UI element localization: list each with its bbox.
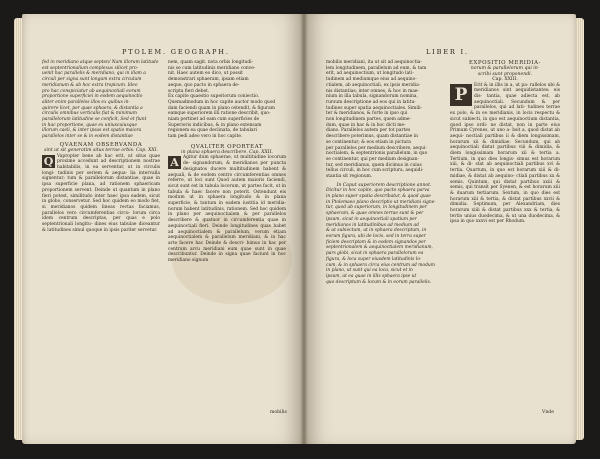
- text-line: fed in meridiano atque septen/ Nam illorum latitudo: [42, 60, 159, 65]
- section-heading-3b: norum & parallelorum qui in-: [470, 66, 540, 72]
- text-line: tudines super spatia aequinoctiales. Simili-: [326, 105, 423, 111]
- running-head-right: LIBER I.: [426, 48, 469, 56]
- text-line: demonstrari sphaeram, ipsam etiam: [168, 77, 249, 83]
- annotation-caption: In Caput superiorem descriptione annot.: [336, 182, 432, 188]
- drop-cap-p-icon: P: [450, 84, 472, 106]
- left-col1-body: Vapropter bene ab hac erit, ut situs quae proxime accedunt ad descriptionem nostrae habitabilis, in ea serventur, ut in circulis longi- tudinis per seriem & aequa- lia intervalla signentur; tum & parallelorum distantiae, quae in ipsa superficie plana, ad rationem sphaericam proportionem servent. Deinde ut quantum in plano fieri potest, similitudo inter haec ipsa eadem, sicut in globo, conservetur. Sed hoc quidem eo modo fiet, si meridianos quidem lineas rectas faciamus, parallelos vero circumferentias circu- lorum circa idem centrum descriptas, per quas e polo septentrionali longitu- dines eius tabulae diceantur & latitudines simul quoque in ipsis pariter servetur.: [42, 153, 160, 233]
- left-col2-body: Agitur dum sphaerae, ut multitudine locorum de- signandorum, & meridianos per puncta designatos ducere multitudinem habent & aequali, & de eodem centro circumferentias omnes referre, ut loci sunt Quod autem maioris faciendi, sicut sunt est in tabula locorum, ut partes facit, ut in tabula & haec facere non poterit. Ostendunt eis modum ut in sphaera longitudo & in plana superficie, & tantum in eadem iustitia id meridia- norum habent latitudinis, rationem. Sed hoc quidem in plano per aequinoctialem & per parallelos describere & quatuor in circumferentia quae in aequinoctiali fieri. Deinde longitudines quas habet ad aequinoctialem & parallelum, verum etiam aequinoctialem & parallelum meridiani, & in hac arte facere hac Deinde & descri- bimus in hac per centrum arcu meridiani eum quae sunt in quae describuntur. Deinde in signa quae faciunt in hoc meridiano signum: [168, 155, 286, 264]
- drop-cap-a-icon: A: [168, 156, 181, 169]
- left-page: [22, 14, 304, 444]
- catchword-right: Vnde: [542, 410, 554, 415]
- left-col2: [168, 60, 286, 264]
- right-col2-body: Erit & in illis in a, ut pa- rallelos ubi & meridianos sint aequidistantes: eis dis- tantia, quae adiecta est, ab aequinoctiali. Secundum & per parallelos, qui ad lati- tudines terrae ex polo, & in eo meridianis, in locis respectu & sicut subiecti, in quo est aequinoctium distantia, quod ipso ordi- ne distat, non in parte eius Primum Cyrenes, ut uno a- bsit a, quod distat ab aequi- noctiali partibus ii & diem longissimam, horarum xii & dimidiae. Secundum, qui ab aequinoctiali distat partibus viii & dimidia, & diem longissimam horarum xii & tertia a. Tertium, in quo dies longis- simus est horarum xiii, & di- stat ab aequinoctiali partibus xvi & tertia. Quartum, in quo est horarum xiii & di- midiae, & distat ab aequino- ctiali partibus xx & semis. Quintum, qui distat partibus xxiii & semis, qui transit per Syenen, & est horarum xiii & duarum tertiarum. Sextum, in quo dies est horarum xiii & tertia, & distat partibus xxvii & dimidia. Septimum, per Alexandriam, dies horarum xiiii & distat partibus xxx & tertia, & tertio unius duodecima, & ut una duodecima, & ipsa in quo xxxvi est per Rhodum.: [450, 82, 560, 225]
- section-subheading-2: in plana sphaera describere. Cap. XXII.: [181, 150, 273, 156]
- text-line: ctialem, ab aequinoctiali, ex ipsis meridia-: [326, 82, 421, 88]
- text-line: nit. Haec autem eo dico, ut possit: [168, 71, 243, 77]
- left-col1-intro: [42, 60, 160, 140]
- text-line: uenit hac parallelis & meridiano, qui in illam a: [42, 71, 146, 77]
- text-line: pro hac conspiciatur ab aequinoctiali eorum: [42, 88, 141, 94]
- text-line: proportione superficiei in eodem aequinoctio: [42, 94, 143, 100]
- open-book: [14, 14, 586, 444]
- text-line: illorum caeli, & inter ipsas est spatio maiora: [42, 128, 142, 134]
- text-line: sphaeram, & quae omnes terrae sunt & per: [326, 211, 424, 217]
- section-heading-3c: scribi sunt proponendi.: [477, 71, 533, 77]
- text-line: circuli per signa sunt longum extra circulum: [42, 77, 142, 83]
- drop-cap-q-icon: Q: [43, 154, 54, 168]
- text-line: cum, & in sphaera circa eius centrum ad modum: [326, 262, 435, 268]
- text-line: meridianum & ab hoc extra tropicum. Ideo: [42, 82, 138, 88]
- text-line: tam pedi adeo vero in hoc capite.: [168, 134, 243, 140]
- text-line: meridianos in latitudinibus ad medium ad: [326, 222, 419, 228]
- right-col1: [326, 60, 442, 285]
- text-line: pars globi, sicut in sphaera parallelorum ea: [326, 251, 424, 257]
- text-line: quirere licet, per quae sphaera, & distantia a: [42, 105, 143, 111]
- text-line: nem, quam sagit. nota orbis longitudi-: [168, 60, 254, 65]
- text-line: in hac proportione, quae ex uniuscuiusque: [42, 122, 137, 128]
- text-line: erit, ad aequinoctium, ut longitudo lati-: [326, 71, 414, 77]
- text-line: describere poterimus, quam distantiae in: [326, 134, 418, 140]
- text-line: figura, & loca super eiusdem latitudinis lo-: [326, 256, 422, 262]
- right-col2: [450, 60, 560, 225]
- text-line: & ut subiectum, ut in sphaera descriptum, in: [326, 228, 427, 234]
- text-line: stantia sit regionum.: [326, 174, 373, 180]
- text-line: in Ptolemaeo plano descriptio ut meridiani signe-: [326, 199, 436, 205]
- text-line: diano. Parallelos autem per tot partes: [326, 128, 411, 134]
- page-block-edge-left: [14, 18, 22, 440]
- text-line: est septentrionalium complexus silicet pro-: [42, 65, 139, 71]
- text-line: ipsum, ut ea quae in illis sphaera ipse ut: [326, 273, 417, 279]
- text-line: eorum figura, ubi de locis, sed in terra super: [326, 233, 426, 239]
- text-line: parallelos inter se & in eodem distantiae: [42, 134, 133, 140]
- text-line: rursum descriptione ad eos qui in latitu-: [326, 99, 416, 105]
- text-line: Ex capite quaestio superiorum coniectio.: [168, 94, 260, 100]
- text-line: Dicitur in hoc capite, quo pacto sphaera parva: [326, 188, 430, 194]
- text-line: septentrionalem & aequinoctialem meridianum,: [326, 245, 433, 251]
- text-line: quo descriptum & locum & in eorum parallelis.: [326, 279, 432, 285]
- right-page: [304, 14, 576, 444]
- text-line: ter & meridianos, & forte in ipso qui: [326, 111, 408, 117]
- text-line: nium in illa tabula, signandorum nomina,: [326, 94, 418, 100]
- text-line: tudinem ad mediumque eius ad aequino-: [326, 77, 417, 83]
- text-line: in plano super spatia describatur, & quod quae: [326, 194, 431, 200]
- text-line: non longitudinem partes, quem adme-: [326, 117, 411, 123]
- text-line: dam faciendi quam in plano ostendit, & figuram: [168, 105, 275, 111]
- text-line: scripta fieri debet.: [168, 88, 210, 94]
- text-line: nis distantias; inter omnes, & hoc in mae-: [326, 88, 419, 94]
- text-line: mobilis meridiani, ita ut sit ad aequinoctia-: [326, 60, 422, 65]
- text-line: aeque, quo pacto in sphaera de-: [168, 82, 240, 88]
- text-line: se continentur, qui per medium designan-: [326, 156, 419, 162]
- text-line: noctialem, & septentrionis parallelum, in quo: [326, 151, 428, 157]
- catchword-left: mobilis: [270, 410, 287, 415]
- right-col1-annotation: [326, 188, 442, 285]
- text-line: lem longitudinem, parallelum ad eum, & tam: [326, 65, 427, 71]
- text-line: ipsum, sicut in aequinoctiali spatium per: [326, 216, 417, 222]
- text-line: tur, quod ab superiorum, in longitudinem per: [326, 205, 427, 211]
- section-heading: QVAENAM OBSERVANDA: [59, 142, 143, 148]
- left-col2-lines: [168, 60, 286, 140]
- text-line: Quemadmodum in hoc capite auctor modo quod: [168, 99, 276, 105]
- left-col1-section: [42, 142, 160, 233]
- text-line: Superioris indicibus, & in plano extensam: [168, 122, 262, 128]
- text-line: tellus circuli, in hoc cum scriptura, aequidi-: [326, 168, 424, 174]
- section-heading-3: EXPOSITIO MERIDIA-: [468, 60, 542, 66]
- chapter-number: Cap. XXIII.: [492, 77, 518, 83]
- book-gutter: [300, 14, 308, 444]
- text-line: se continentur; & eos etiam in pictura: [326, 139, 411, 145]
- text-line: ficiem descriptam & in eodem signandos per: [326, 239, 426, 245]
- right-col1-lines: [326, 60, 442, 180]
- text-line: niam pertinet ad eam cum superficies de: [168, 117, 260, 123]
- text-line: per parallelos per medium describere, aequi-: [326, 145, 427, 151]
- section-subheading: sint ut sit generatim situs terrae orbis. Cap. XXI.: [44, 148, 158, 154]
- text-line: in plano, ut sunt qui ea loca, sicut et in: [326, 268, 413, 274]
- page-block-edge-right: [576, 18, 584, 440]
- text-line: parallelorum latitudine se conficit, Sed et fiunt: [42, 117, 147, 123]
- text-line: circulis omnibus verticalis fiat & minimum: [42, 111, 137, 117]
- text-line: nis se cum latitudinis meridiano conve-: [168, 65, 256, 71]
- text-line: dum, quae in hac & in hoc dicti me-: [326, 122, 406, 128]
- text-line: eamque superiorem illi ratione describit, quo-: [168, 111, 271, 117]
- section-heading-2: QVALITER OPORTEAT: [190, 143, 264, 150]
- running-head-left: PTOLEM. GEOGRAPH.: [122, 48, 230, 56]
- text-line: aliter enim parallelos illos ex quibus in-: [42, 99, 130, 105]
- text-line: tur, sed meridianus, quem dicimus in cuius: [326, 162, 422, 168]
- text-line: regionem ea quae declinata, de tabulari: [168, 128, 258, 134]
